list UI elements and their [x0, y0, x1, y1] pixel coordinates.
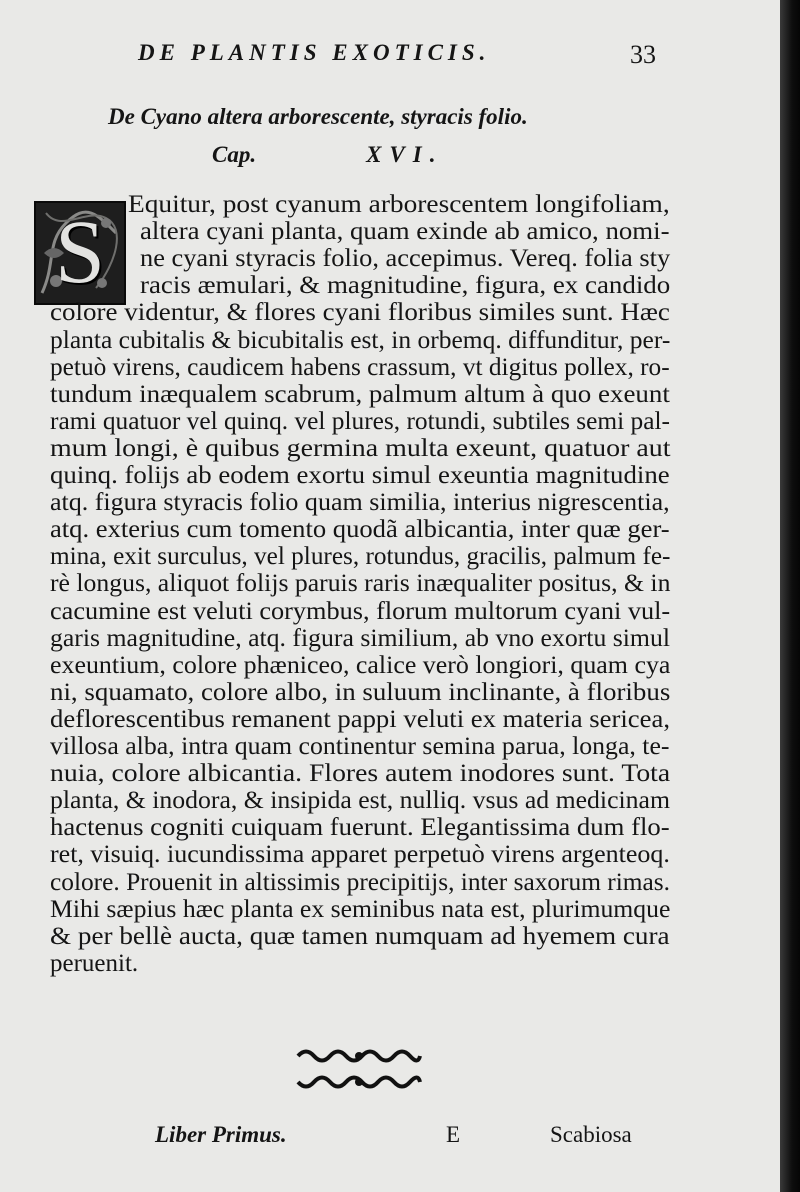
text-line: atq. figura styracis folio quam similia, interius nigrescentia, [50, 489, 670, 517]
text-line: nuia, colore albicantia. Flores autem inodores sunt. Tota [50, 760, 671, 788]
text-line: racis æmulari, & magnitudine, figura, ex candido [140, 272, 671, 300]
text-line: deflorescentibus remanent pappi veluti ex materia sericea, [50, 705, 670, 733]
catchword-left: Liber Primus. [155, 1122, 287, 1147]
text-line: mina, exit surculus, vel plures, rotundus, gracilis, palmum fe- [50, 543, 671, 571]
text-line: petuò virens, caudicem habens crassum, vt digitus pollex, ro- [50, 353, 670, 381]
chapter-number [212, 142, 443, 168]
text-line: garis magnitudine, atq. figura similium, ab vno exortu simul [50, 624, 670, 652]
text-line: ret, visuiq. iucundissima apparet perpetuò virens argenteoq. [50, 841, 670, 869]
page-number: 33 [630, 40, 656, 69]
printers-ornament-top-icon [294, 1046, 424, 1066]
text-line: planta cubitalis & bicubitalis est, in orbemq. diffunditur, per- [50, 326, 671, 354]
text-line: mum longi, è quibus germina multa exeunt, quatuor aut [50, 434, 671, 462]
text-line: rè longus, aliquot folijs paruis raris inæqualiter positus, & in [50, 570, 671, 598]
cap-label: Cap. [212, 142, 257, 167]
printers-ornament-bottom-icon [294, 1072, 424, 1092]
text-line: exeuntium, colore phæniceo, calice verò longiori, quam cya [50, 651, 671, 679]
text-line: villosa alba, intra quam continentur semina parua, longa, te- [50, 733, 670, 760]
decorated-initial [34, 201, 126, 305]
text-line: rami quatuor vel quinq. vel plures, rotundi, subtiles semi pal- [50, 407, 670, 435]
text-line: cacumine est veluti corymbus, florum multorum cyani vul- [50, 597, 671, 625]
signature-mark: E [446, 1122, 461, 1147]
text-line: Mihi sæpius hæc planta ex seminibus nata est, plurimumque [50, 895, 671, 923]
text-line: atq. exterius cum tomento quodã albicantia, inter quæ ger- [50, 516, 670, 544]
initial-letter: S [54, 203, 106, 302]
text-line: ne cyani styracis folio, accepimus. Vereq. folia sty [140, 245, 671, 273]
text-line: planta, & inodora, & insipida est, nulliq. vsus ad medicinam [50, 787, 670, 815]
text-line: Equitur, post cyanum arborescentem longifoliam, [128, 191, 670, 218]
text-line: quinq. folijs ab eodem exortu simul exeuntia magnitudine [50, 462, 670, 489]
text-line: tundum inæqualem scabrum, palmum altum à quo exeunt [50, 380, 670, 408]
chapter-title: De Cyano altera arborescente, styracis folio. [108, 104, 528, 129]
text-line: peruenit. [50, 949, 139, 977]
text-line: colore videntur, & flores cyani floribus similes sunt. Hæc [50, 299, 670, 327]
text-line: ni, squamato, colore albo, in suluum inclinante, à floribus [50, 678, 671, 706]
text-line: hactenus cogniti cuiquam fuerunt. Elegantissima dum flo- [50, 814, 670, 842]
cap-roman-numeral: XVI. [366, 142, 444, 167]
page-edge-shadow [780, 0, 800, 1192]
text-line: & per bellè aucta, quæ tamen numquam ad hyemem cura [50, 922, 670, 950]
catchword-right: Scabiosa [550, 1122, 632, 1147]
text-line: altera cyani planta, quam exinde ab amico, nomi- [140, 218, 670, 246]
running-head: DE PLANTIS EXOTICIS. [138, 40, 491, 65]
text-line: colore. Prouenit in altissimis precipitijs, inter saxorum rimas. [50, 868, 671, 896]
